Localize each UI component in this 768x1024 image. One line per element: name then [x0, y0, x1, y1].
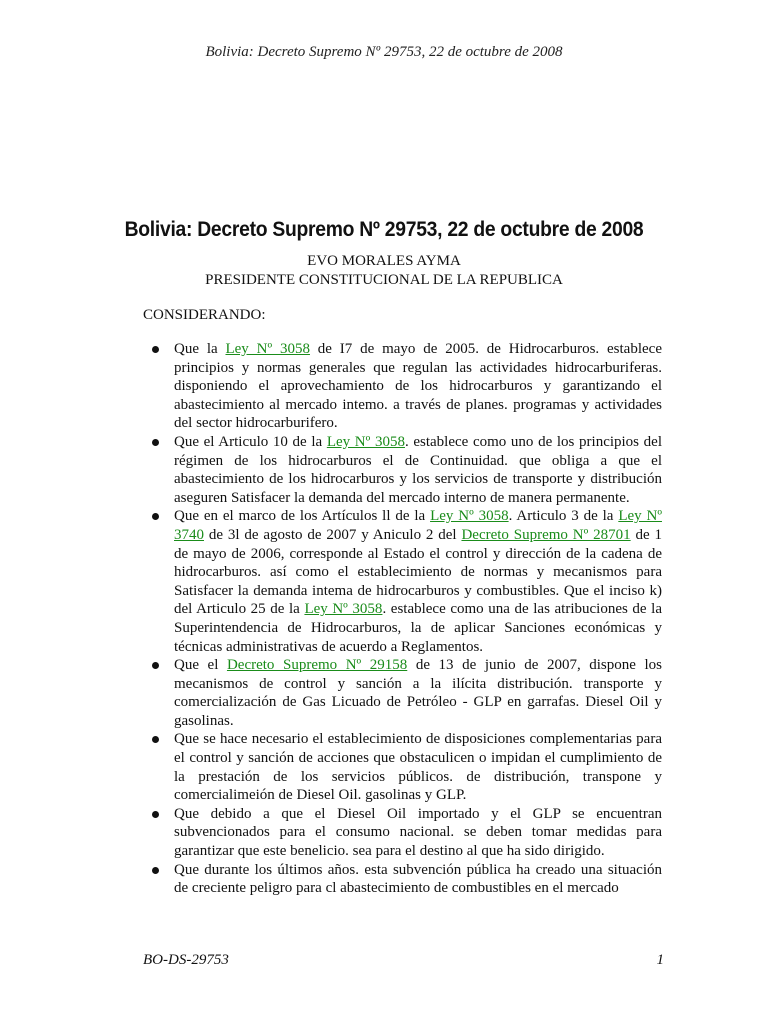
- paragraph-text: . establece como una de las atribuciones de la Superintendencia de Hidrocarburos, la de aplicar Sanciones económicas y técnicas administrativas de acuerdo a Reglamentos.: [174, 601, 662, 655]
- paragraph-text: de I7 de mayo de 2005. de Hidrocarburos. establece principios y normas generales que regulan las actividades hidrocarburiferas. disponiendo el aprovechamiento de los hidrocarburos y garantizando el abastecimiento al mercado intemo. a través de planes. programas y actividades del sector hidrocarburifero.: [174, 341, 662, 432]
- list-item: [152, 340, 662, 433]
- footer-doc-code: BO-DS-29753: [143, 952, 229, 968]
- link-ley-3058[interactable]: Ley Nº 3058: [430, 508, 509, 525]
- paragraph-text: Que el: [174, 657, 227, 674]
- link-ds-29158[interactable]: Decreto Supremo Nº 29158: [226, 657, 408, 674]
- link-ley-3058[interactable]: Ley Nº 3058: [225, 341, 310, 357]
- paragraph-text: Que en el marco de los Artículos ll de la: [174, 508, 431, 525]
- list-item: [152, 433, 662, 507]
- list-item: Que durante los últimos años. esta subvención pública ha creado una situación de creciente peligro para cl abastecimiento de combustibles en el mercado: [152, 861, 662, 898]
- link-ley-3058[interactable]: Ley Nº 3058: [304, 601, 383, 618]
- list-item: [152, 656, 662, 730]
- link-text[interactable]: Ley Nº: [618, 508, 662, 525]
- author-role: PRESIDENTE CONSTITUCIONAL DE LA REPUBLICA: [205, 272, 563, 288]
- link-text[interactable]: 3740: [174, 526, 204, 543]
- running-header: Bolivia: Decreto Supremo Nº 29753, 22 de octubre de 2008: [205, 44, 563, 60]
- paragraph-text: de 1 de mayo de 2006, corresponde al Estado el control y dirección de la cadena de hidrocarburos. así como el establecimiento de normas y mecanismos para Satisfacer la demanda intema de hidrocarburos y combustibles. Que el inciso k) del Articulo 25 de la: [174, 526, 662, 618]
- paragraph-text: de 3l de agosto de 2007 y Aniculo 2 del: [204, 526, 462, 543]
- link-ley-3058[interactable]: Ley Nº 3058: [326, 433, 405, 450]
- list-item: Que debido a que el Diesel Oil importado y el GLP se encuentran subvencionados para el consumo nacional. se deben tomar medidas para garantizar que este benelicio. sea para el destino al que ha sido dirigido.: [152, 805, 662, 861]
- paragraph-text: de 13 de junio de 2007, dispone los mecanismos de control y sanción a la ilícita distribución. transporte y comercialización de Gas Licuado de Petróleo - GLP en garrafas. Diesel Oil y gasolinas.: [174, 657, 662, 729]
- paragraph-text: . establece como uno de los principios del régimen de los hidrocarburos el de Continuidad. que obliga a que el abastecimiento de los hidrocarburos y los servicios de transporte y distribución aseguren Satisfacer la demanda del mercado interno de manera permanente.: [174, 433, 662, 506]
- page-number: 1: [656, 952, 664, 968]
- considerando-list: [152, 340, 662, 898]
- page-title: Bolivia: Decreto Supremo Nº 29753, 22 de octubre de 2008: [124, 218, 644, 241]
- paragraph-text: Que el Articulo 10 de la: [174, 433, 327, 450]
- section-heading: CONSIDERANDO:: [143, 307, 266, 323]
- paragraph-text: . Articulo 3 de la: [508, 508, 619, 525]
- list-item: Que se hace necesario el establecimiento de disposiciones complementarias para el control y sanción de acciones que obstaculicen o impidan el cumplimiento de la prestación de los servicios públicos. de distribución, transpone y comercialimeión de Diesel Oil. gasolinas y GLP.: [152, 730, 662, 804]
- list-item: [152, 507, 662, 656]
- author-name: EVO MORALES AYMA: [307, 253, 461, 269]
- paragraph-text: Que la: [174, 341, 226, 357]
- link-ds-28701[interactable]: Decreto Supremo Nº 28701: [461, 526, 631, 543]
